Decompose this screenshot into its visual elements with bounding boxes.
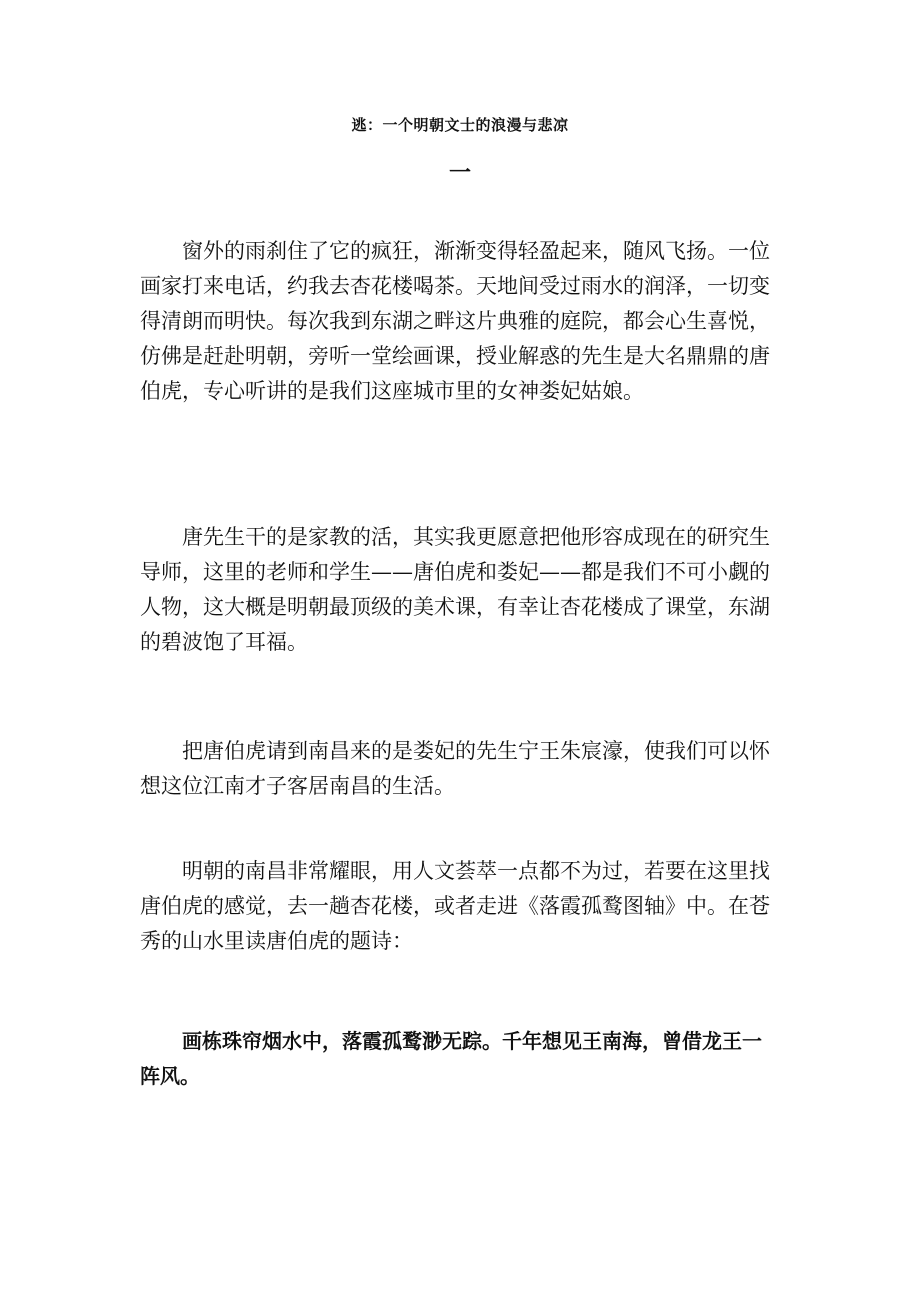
poem-paragraph: 画栋珠帘烟水中，落霞孤鹜渺无踪。千年想见王南海，曾借龙王一阵风。: [140, 1029, 762, 1088]
paragraph-4: 明朝的南昌非常耀眼，用人文荟萃一点都不为过，若要在这里找唐伯虎的感觉，去一趟杏花楼，或者走进《落霞孤鹜图轴》中。在苍秀的山水里读唐伯虎的题诗：: [140, 859, 770, 953]
paragraph-1: 窗外的雨刹住了它的疯狂，渐渐变得轻盈起来，随风飞扬。一位画家打来电话，约我去杏花楼喝茶。天地间受过雨水的润泽，一切变得清朗而明快。每次我到东湖之畔这片典雅的庭院，都会心生喜悦，仿佛是赶赴明朝，旁听一堂绘画课，授业解惑的先生是大名鼎鼎的唐伯虎，专心听讲的是我们这座城市里的女神娄妃姑娘。: [140, 239, 770, 403]
section-heading: 一: [448, 161, 471, 186]
paragraph-3: 把唐伯虎请到南昌来的是娄妃的先生宁王朱宸濠，使我们可以怀想这位江南才子客居南昌的生活。: [140, 739, 770, 798]
document-title: 逃：一个明朝文士的浪漫与悲凉: [351, 116, 569, 134]
paragraph-2: 唐先生干的是家教的活，其实我更愿意把他形容成现在的研究生导师，这里的老师和学生——唐伯虎和娄妃——都是我们不可小觑的人物，这大概是明朝最顶级的美术课，有幸让杏花楼成了课堂，东湖的碧波饱了耳福。: [140, 525, 770, 654]
